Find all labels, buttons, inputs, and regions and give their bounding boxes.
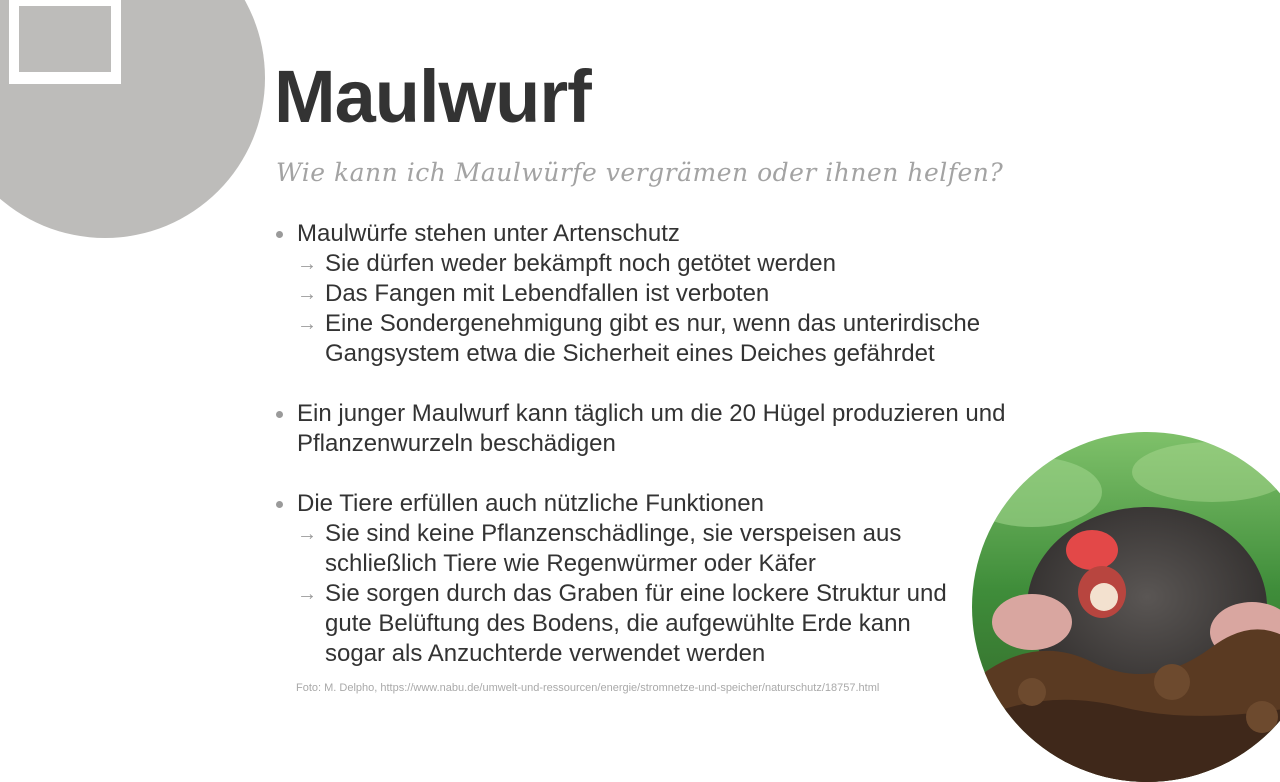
arrow-right-icon: → [297, 313, 317, 335]
sub-text: Sie dürfen weder bekämpft noch getötet werden [325, 250, 836, 277]
sub-item [297, 579, 965, 669]
bullet-dot [276, 411, 283, 418]
bullet-item [274, 399, 1064, 459]
bullet-text: Ein junger Maulwurf kann täglich um die 20 Hügel produzieren und Pflanzenwurzeln beschädigen [297, 400, 1006, 457]
bullet-item [274, 219, 1064, 369]
bullet-text: Die Tiere erfüllen auch nützliche Funktionen [297, 490, 764, 517]
slide-title: Maulwurf [274, 55, 591, 138]
photo-credit: Foto: M. Delpho, https://www.nabu.de/umwelt-und-ressourcen/energie/stromnetze-und-speicher/naturschutz/18757.html [296, 682, 880, 694]
corner-circle [0, 0, 265, 238]
bullet-list [274, 219, 1064, 699]
bullet-dot [276, 231, 283, 238]
arrow-right-icon: → [297, 283, 317, 305]
sub-item [297, 249, 1064, 279]
sub-item [297, 279, 1064, 309]
sub-text: Sie sind keine Pflanzenschädlinge, sie verspeisen aus schließlich Tiere wie Regenwürmer oder Käfer [325, 520, 902, 577]
bullet-text: Maulwürfe stehen unter Artenschutz [297, 220, 680, 247]
bullet-dot [276, 501, 283, 508]
bullet-item [274, 489, 1064, 669]
slide-subtitle: Wie kann ich Maulwürfe vergrämen oder ihnen helfen? [276, 158, 1004, 187]
sub-item [297, 309, 1064, 369]
sub-text: Sie sorgen durch das Graben für eine lockere Struktur und gute Belüftung des Bodens, die aufgewühlte Erde kann sogar als Anzuchterde verwendet werden [325, 580, 947, 667]
arrow-right-icon: → [297, 523, 317, 545]
arrow-right-icon: → [297, 253, 317, 275]
arrow-right-icon: → [297, 583, 317, 605]
sub-item [297, 519, 945, 579]
sub-text: Eine Sondergenehmigung gibt es nur, wenn das unterirdische Gangsystem etwa die Sicherheit eines Deiches gefährdet [325, 310, 981, 367]
sub-text: Das Fangen mit Lebendfallen ist verboten [325, 280, 770, 307]
calendar-icon [7, 0, 123, 86]
